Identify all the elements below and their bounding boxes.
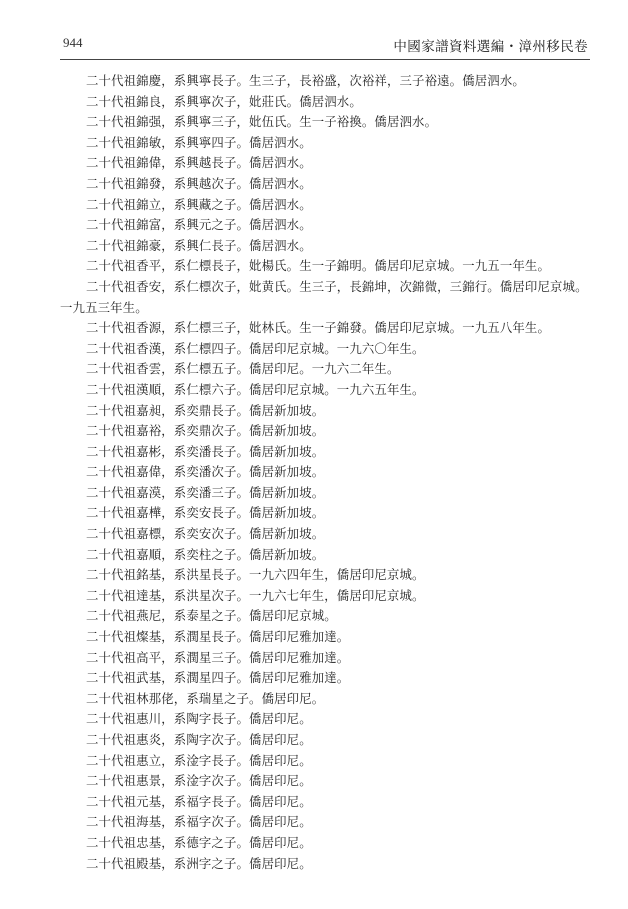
genealogy-entry: 二十代祖嘉裕，系奕鼎次子。僑居新加坡。	[86, 423, 325, 439]
genealogy-entry: 二十代祖嘉標，系奕安次子。僑居新加坡。	[86, 526, 325, 542]
genealogy-entry: 二十代祖元基，系福字長子。僑居印尼。	[86, 793, 312, 809]
genealogy-entry: 二十代祖香源，系仁標三子，妣林氏。生一子錦發。僑居印尼京城。一九五八年生。	[86, 320, 551, 336]
genealogy-entry-list	[60, 71, 595, 874]
genealogy-entry: 二十代祖燦基，系潤星長子。僑居印尼雅加達。	[86, 629, 350, 645]
genealogy-entry: 二十代祖嘉昶，系奕鼎長子。僑居新加坡。	[86, 402, 325, 418]
genealogy-entry: 二十代祖錦良，系興寧次子，妣莊氏。僑居泗水。	[86, 93, 362, 109]
genealogy-entry: 二十代祖惠立，系淦字長子。僑居印尼。	[86, 752, 312, 768]
genealogy-entry: 二十代祖嘉漠，系奕潘三子。僑居新加坡。	[86, 484, 325, 500]
genealogy-entry: 二十代祖嘉偉，系奕潘次子。僑居新加坡。	[86, 464, 325, 480]
genealogy-entry: 二十代祖惠炎，系陶字次子。僑居印尼。	[86, 732, 312, 747]
genealogy-entry: 二十代祖惠川，系陶字長子。僑居印尼。	[86, 711, 312, 727]
genealogy-entry: 二十代祖嘉順，系奕柱之子。僑居新加坡。	[86, 546, 325, 562]
genealogy-entry: 二十代祖錦豪，系興仁長子。僑居泗水。	[86, 237, 312, 253]
genealogy-entry: 二十代祖忠基，系德字之子。僑居印尼。	[86, 834, 312, 850]
genealogy-entry: 二十代祖燕尼，系泰星之子。僑居印尼京城。	[86, 608, 337, 624]
genealogy-entry: 二十代祖惠景，系淦字次子。僑居印尼。	[86, 773, 312, 789]
genealogy-entry: 二十代祖嘉彬，系奕潘長子。僑居新加坡。	[86, 443, 325, 459]
page-number: 944	[63, 35, 83, 50]
genealogy-entry: 二十代祖錦立，系興藏之子。僑居泗水。	[86, 196, 312, 212]
genealogy-entry: 二十代祖高平，系潤星三子。僑居印尼雅加達。	[86, 649, 350, 665]
genealogy-entry: 二十代祖錦慶，系興寧長子。生三子，長裕盛，次裕祥，三子裕遠。僑居泗水。	[86, 73, 525, 88]
genealogy-entry: 二十代祖殿基，系洲字之子。僑居印尼。	[86, 855, 312, 871]
genealogy-entry: 二十代祖林那佬，系瑞星之子。僑居印尼。	[86, 690, 325, 706]
genealogy-entry: 二十代祖嘉樺，系奕安長子。僑居新加坡。	[86, 505, 325, 521]
genealogy-entry: 二十代祖銘基，系洪星長子。一九六四年生，僑居印尼京城。	[86, 567, 425, 583]
genealogy-entry: 二十代祖錦强，系興寧三子，妣伍氏。生一子裕換。僑居泗水。	[86, 114, 438, 130]
genealogy-entry: 二十代祖香雲，系仁標五子。僑居印尼。一九六二年生。	[86, 361, 400, 377]
genealogy-entry: 二十代祖武基，系潤星四子。僑居印尼雅加達。	[86, 670, 350, 686]
genealogy-entry: 二十代祖香漢，系仁標四子。僑居印尼京城。一九六〇年生。	[86, 340, 425, 356]
genealogy-entry: 二十代祖漢順，系仁標六子。僑居印尼京城。一九六五年生。	[86, 381, 425, 397]
genealogy-entry: 二十代祖錦偉，系興越長子。僑居泗水。	[86, 155, 312, 171]
genealogy-entry: 二十代祖香平，系仁標長子，妣楊氏。生一子錦明。僑居印尼京城。一九五一年生。	[86, 258, 551, 274]
genealogy-entry: 二十代祖海基，系福字次子。僑居印尼。	[86, 814, 312, 830]
genealogy-entry: 二十代祖香安，系仁標次子，妣黄氏。生三子，長錦坤，次錦微，三錦行。僑居印尼京城。一九五三年生。	[60, 278, 588, 315]
running-head-title: 中國家譜資料選編・漳州移民卷	[393, 39, 588, 55]
genealogy-entry: 二十代祖達基，系洪星次子。一九六七年生，僑居印尼京城。	[86, 587, 425, 603]
header-rule	[60, 59, 590, 60]
genealogy-entry: 二十代祖錦發，系興越次子。僑居泗水。	[86, 175, 312, 191]
genealogy-entry: 二十代祖錦敏，系興寧四子。僑居泗水。	[86, 134, 312, 150]
genealogy-entry: 二十代祖錦富，系興元之子。僑居泗水。	[86, 217, 312, 233]
